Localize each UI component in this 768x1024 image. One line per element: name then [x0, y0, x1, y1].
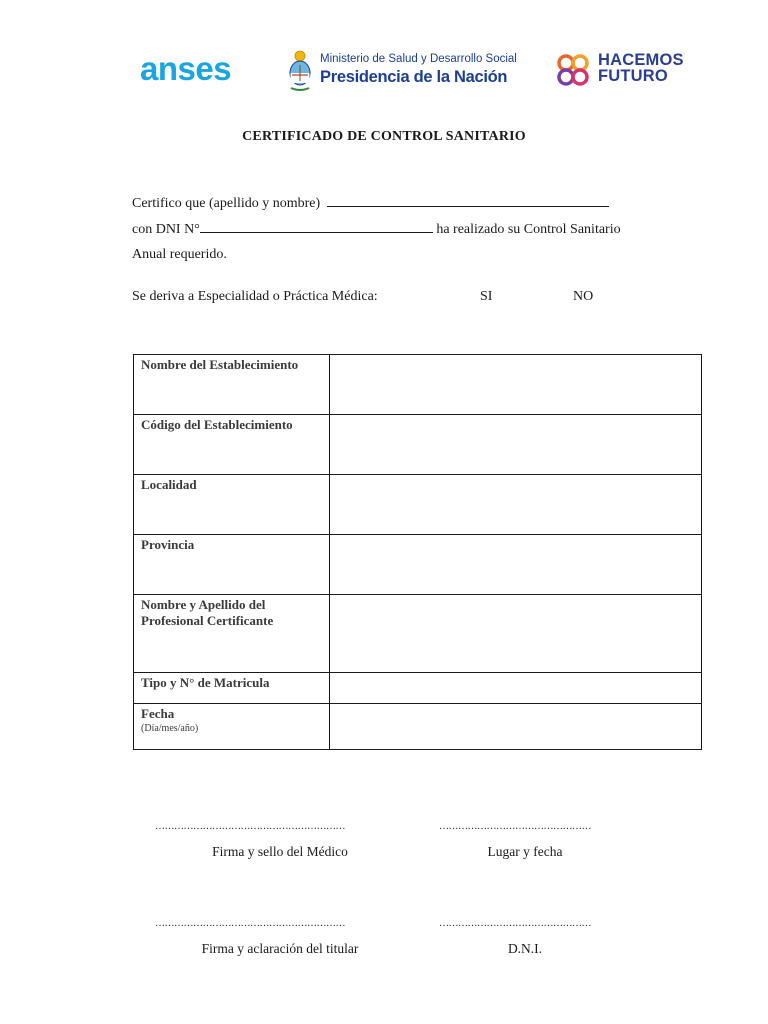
table-row: [134, 595, 702, 673]
table-row: [134, 415, 702, 475]
dni-titular-line[interactable]: …………………………………………: [439, 918, 591, 929]
dni-field[interactable]: [200, 221, 433, 233]
document-title: CERTIFICADO DE CONTROL SANITARIO: [242, 129, 526, 144]
profesional-field[interactable]: [330, 595, 702, 673]
fecha-field[interactable]: [330, 704, 702, 750]
certifico-line: [132, 195, 609, 212]
table-row: [134, 535, 702, 595]
futuro-line: FUTURO: [598, 67, 668, 85]
anual-line: Anual requerido.: [132, 247, 227, 262]
lugar-fecha-line[interactable]: …………………………………………: [439, 821, 591, 832]
matricula-field[interactable]: [330, 673, 702, 704]
matricula-label: Tipo y N° de Matricula: [134, 673, 330, 704]
provincia-label: Provincia: [134, 535, 330, 595]
nombre-establecimiento-label: Nombre del Establecimiento: [134, 355, 330, 415]
option-no[interactable]: NO: [573, 289, 594, 304]
firma-medico-line[interactable]: ……………………………………………………: [155, 821, 345, 832]
firma-medico-label: Firma y sello del Médico: [212, 844, 348, 859]
certifico-label: Certifico que (apellido y nombre): [132, 196, 321, 211]
apellido-nombre-field[interactable]: [327, 195, 609, 207]
localidad-label: Localidad: [134, 475, 330, 535]
establishment-form-table: [133, 354, 702, 750]
codigo-establecimiento-field[interactable]: [330, 415, 702, 475]
codigo-establecimiento-label: Código del Establecimiento: [134, 415, 330, 475]
ministerio-name: Ministerio de Salud y Desarrollo Social: [320, 53, 517, 65]
deriva-label: Se deriva a Especialidad o Práctica Médica:: [132, 289, 378, 304]
dni-label: con DNI N°: [132, 222, 200, 237]
hacemos-futuro-icon: [556, 53, 590, 87]
presidencia-name: Presidencia de la Nación: [320, 68, 508, 86]
fecha-cell: [134, 704, 330, 750]
hacemos-futuro-logo: [556, 52, 706, 88]
table-row: [134, 355, 702, 415]
firma-titular-label: Firma y aclaración del titular: [201, 941, 359, 956]
table-row: [134, 475, 702, 535]
anses-logo: anses: [140, 50, 232, 87]
control-sanitario-text: ha realizado su Control Sanitario: [436, 222, 621, 237]
lugar-fecha-label: Lugar y fecha: [487, 844, 563, 859]
escudo-nacional-icon: [288, 48, 312, 94]
option-si[interactable]: SI: [480, 289, 493, 304]
fecha-format-hint: (Día/mes/año): [141, 723, 199, 734]
ministerio-logo: [288, 48, 538, 94]
provincia-field[interactable]: [330, 535, 702, 595]
dni-line: [132, 221, 621, 238]
nombre-establecimiento-field[interactable]: [330, 355, 702, 415]
dni-titular-label: D.N.I.: [507, 941, 543, 956]
fecha-label: Fecha: [141, 706, 175, 721]
hacemos-line: HACEMOS: [598, 51, 684, 69]
localidad-field[interactable]: [330, 475, 702, 535]
table-row: [134, 704, 702, 750]
profesional-label: Nombre y Apellido del Profesional Certificante: [134, 595, 330, 673]
firma-titular-line[interactable]: ……………………………………………………: [155, 918, 345, 929]
table-row: [134, 673, 702, 704]
hacemos-futuro-text: [598, 52, 684, 84]
